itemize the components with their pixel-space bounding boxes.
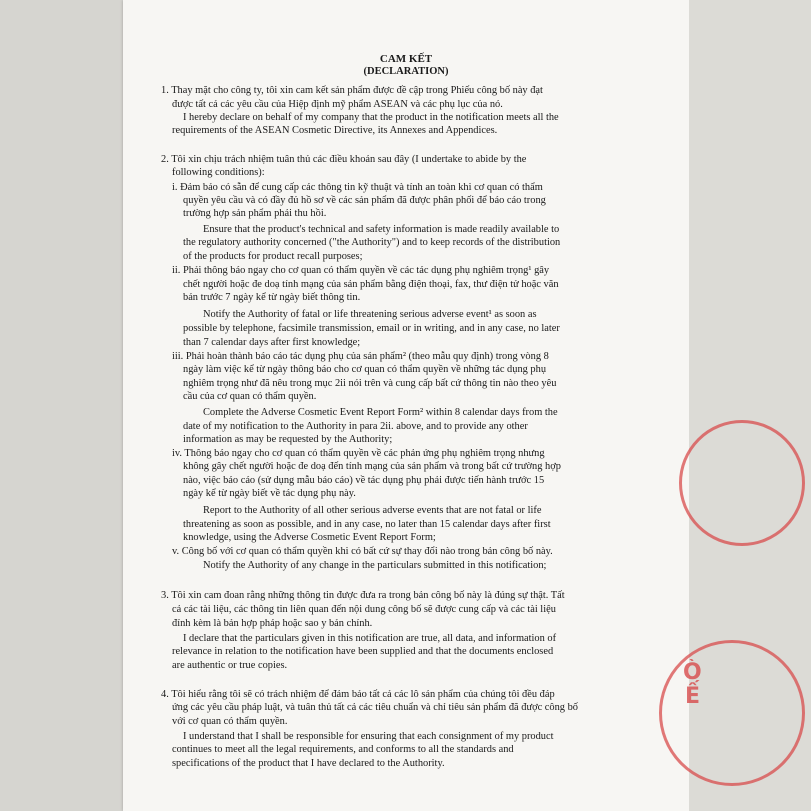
text-line: information as may be requested by the Authority; <box>183 434 393 445</box>
text-line: đính kèm là bản hợp pháp hoặc sao y bản chính. <box>172 618 373 629</box>
text-line: than 7 calendar days after first knowledge; <box>183 337 361 348</box>
text-line: ngày làm việc kể từ ngày thông báo cho cơ quan có thẩm quyền về những tác dụng phụ <box>183 364 547 375</box>
stamp-seal <box>679 420 805 546</box>
text-line: nào, việc báo cáo (sử dụng mẫu báo cáo) về tác dụng phụ phải được tiến hành trước 15 <box>183 475 545 486</box>
text-line: I hereby declare on behalf of my company that the product in the notification meets all the <box>183 112 559 123</box>
text-line: Ensure that the product's technical and safety information is made readily available to <box>203 224 560 235</box>
text-line: knowledge, using the Adverse Cosmetic Event Report Form; <box>183 532 436 543</box>
text-line: quyền yêu cầu và có đầy đủ hồ sơ về các sản phẩm đã được phân phối để báo cáo trong <box>183 195 546 206</box>
text-line: cầu của cơ quan có thẩm quyền. <box>183 391 317 402</box>
text-line: ii. Phải thông báo ngay cho cơ quan có thẩm quyền về các tác dụng phụ nghiêm trọng¹ gây <box>172 265 550 276</box>
text-line: ngày kể từ ngày biết về tác dụng phụ này. <box>183 488 356 499</box>
text-line: the regulatory authority concerned ("the Authority") and to keep records of the distribution <box>183 237 561 248</box>
text-line: iv. Thông báo ngay cho cơ quan có thẩm quyền về các phản ứng phụ nghiêm trọng nhưng <box>172 448 545 459</box>
text-line: không gây chết người hoặc đe doạ đến tính mạng của sản phẩm và trong bất cứ trường hợp <box>183 461 561 472</box>
text-line: Notify the Authority of fatal or life threatening serious adverse event¹ as soon as <box>203 309 537 320</box>
text-line: threatening as soon as possible, and in any case, no later than 15 calendar days after first <box>183 519 551 530</box>
text-line: I declare that the particulars given in this notification are true, all data, and information of <box>183 633 557 644</box>
text-line: specifications of the product that I have declared to the Authority. <box>172 758 445 769</box>
text-line: được tất cả các yêu cầu của Hiệp định mỹ phẩm ASEAN và các phụ lục của nó. <box>172 99 503 110</box>
stamp-seal <box>659 640 805 786</box>
stamp-fragment: Ò <box>683 660 702 685</box>
text-line: nghiêm trọng như đã nêu trong mục 2ii nói trên và cung cấp bất cứ thông tin nào theo yêu <box>183 378 557 389</box>
text-line: 4. Tôi hiểu rằng tôi sẽ có trách nhiệm để đảm bảo tất cả các lô sản phẩm của chúng tôi đều đáp <box>161 689 555 700</box>
text-line: following conditions): <box>172 167 265 178</box>
text-line: continues to meet all the legal requirements, and conforms to all the standards and <box>172 744 514 755</box>
text-line: v. Công bố với cơ quan có thẩm quyền khi có bất cứ sự thay đổi nào trong bản công bố này. <box>172 546 553 557</box>
text-line: Complete the Adverse Cosmetic Event Report Form² within 8 calendar days from the <box>203 407 558 418</box>
text-line: 2. Tôi xin chịu trách nhiệm tuân thủ các điều khoản sau đây (I undertake to abide by the <box>161 154 527 165</box>
text-line: are authentic or true copies. <box>172 660 288 671</box>
text-line: ứng các yêu cầu pháp luật, và tuân thủ tất cả các tiêu chuẩn và chỉ tiêu sản phẩm đã được công bố <box>172 702 578 713</box>
text-line: Report to the Authority of all other serious adverse events that are not fatal or life <box>203 505 542 516</box>
text-line: I understand that I shall be responsible for ensuring that each consignment of my product <box>183 731 554 742</box>
text-line: bản trước 7 ngày kể từ ngày biết thông tin. <box>183 292 361 303</box>
text-line: với cơ quan có thẩm quyền. <box>172 716 288 727</box>
document-title: CAM KẾT <box>379 53 433 65</box>
text-line: of the products for product recall purposes; <box>183 251 363 262</box>
text-line: i. Đảm bảo có sẵn để cung cấp các thông tin kỹ thuật và tính an toàn khi cơ quan có thẩm <box>172 182 543 193</box>
text-line: requirements of the ASEAN Cosmetic Directive, its Annexes and Appendices. <box>172 125 498 136</box>
text-line: possible by telephone, facsimile transmission, email or in writing, and in any case, no later <box>183 323 560 334</box>
text-line: 1. Thay mặt cho công ty, tôi xin cam kết sản phẩm được đề cập trong Phiếu công bố này đạt <box>161 85 543 96</box>
text-line: relevance in relation to the notification have been supplied and that the documents enclosed <box>172 646 554 657</box>
text-line: trường hợp sản phẩm phải thu hồi. <box>183 208 327 219</box>
document-subtitle: (DECLARATION) <box>363 66 449 77</box>
text-line: date of my notification to the Authority in para 2ii. above, and to provide any other <box>183 421 528 432</box>
text-line: iii. Phải hoàn thành báo cáo tác dụng phụ của sản phẩm² (theo mẫu quy định) trong vòng 8 <box>172 351 549 362</box>
stamp-fragment: Ế <box>685 684 701 709</box>
text-line: 3. Tôi xin cam đoan rằng những thông tin được đưa ra trong bản công bố này là đúng sự thật. Tất <box>161 590 565 601</box>
text-line: chết người hoặc đe doạ tính mạng của sản phẩm bằng điện thoại, fax, thư điện tử hoặc văn <box>183 279 559 290</box>
text-line: cả các tài liệu, các thông tin liên quan đến nội dung công bố sẽ được cung cấp và các tài liệu <box>172 604 556 615</box>
document-page <box>123 0 689 811</box>
adjacent-page-edge <box>683 0 811 811</box>
text-line: Notify the Authority of any change in the particulars submitted in this notification; <box>203 560 547 571</box>
